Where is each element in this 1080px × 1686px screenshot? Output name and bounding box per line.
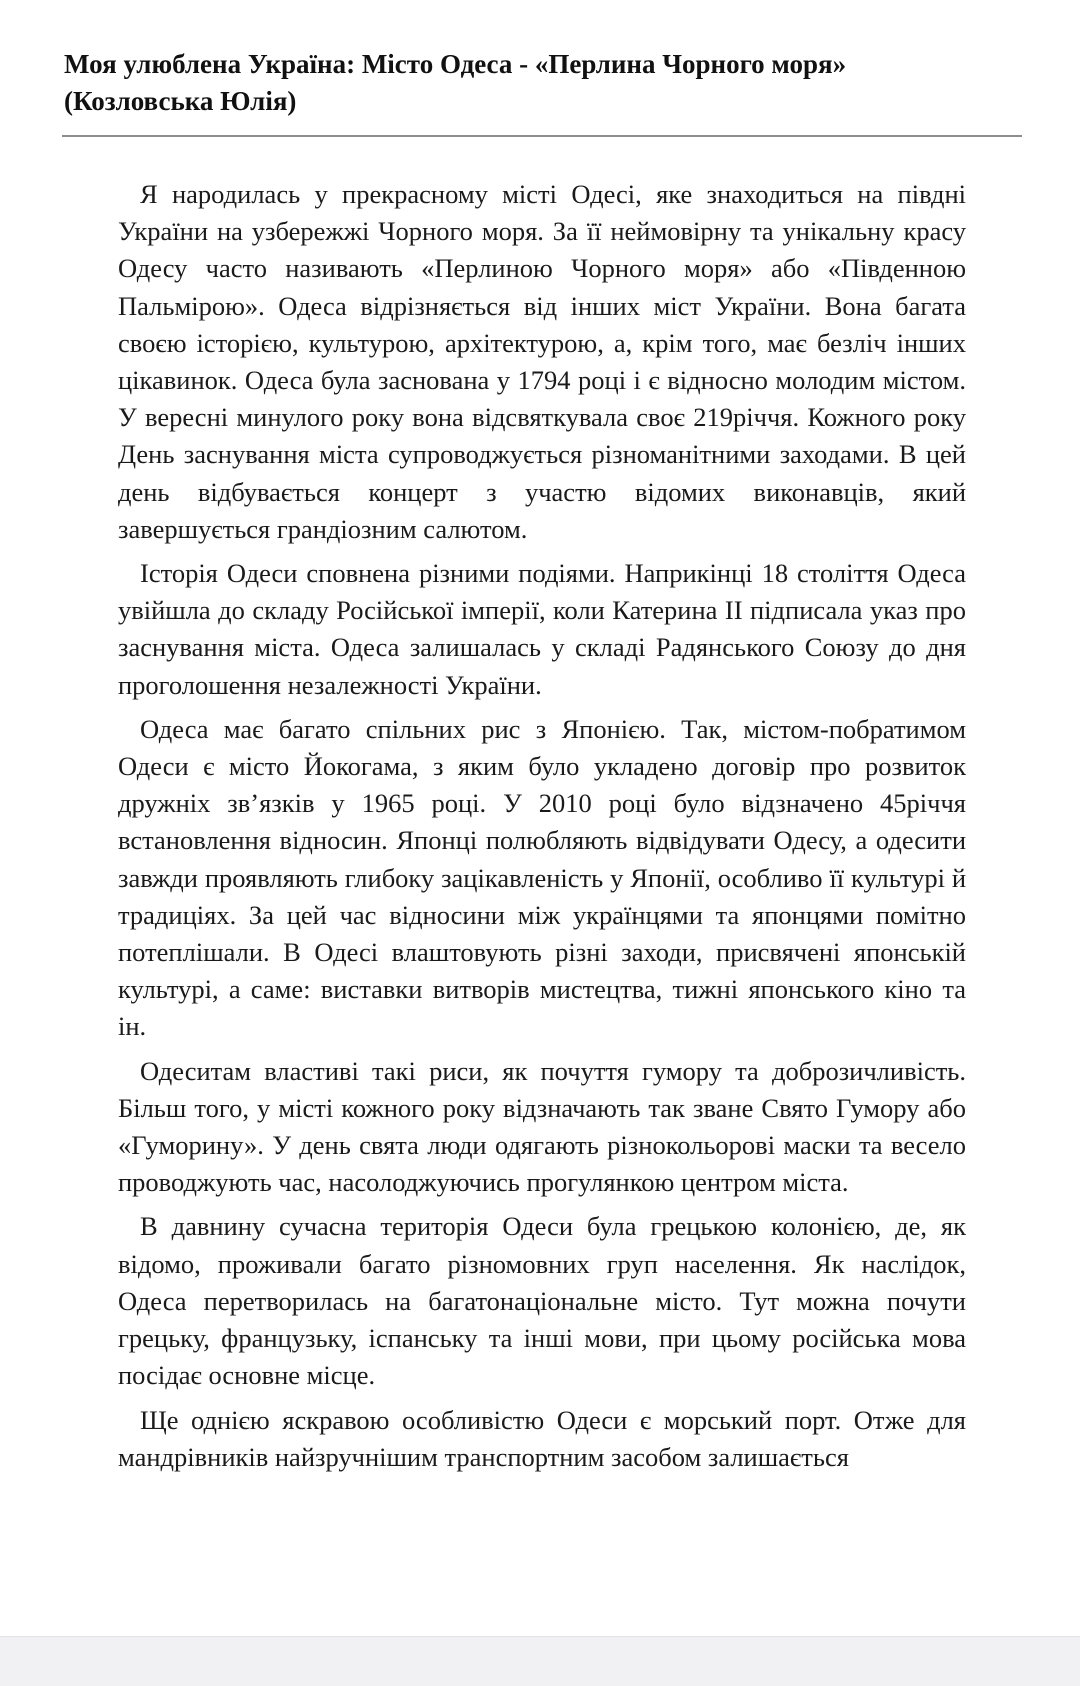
paragraph-5: В давнину сучасна територія Одеси була грецькою колонією, де, як відомо, проживали багато різномовних груп населення. Як наслідок, Одеса перетворилась на багатонаціональне місто. Тут можна почути грецьку, французьку, іспанську та інші мови, при цьому російська мова посідає основне місце. [118, 1211, 966, 1391]
paragraph-4: Одеситам властиві такі риси, як почуття гумору та доброзичливість. Більш того, у місті кожного року відзначають так зване Свято Гумору або «Гуморину». У день свята люди одягають різнокольорові маски та весело проводжують час, насолоджуючись прогулянкою центром міста. [118, 1055, 966, 1198]
paragraph-3: Одеса має багато спільних рис з Японією. Так, містом-побратимом Одеси є місто Йокогама, з яким було укладено договір про розвиток дружніх зв’язків у 1965 році. У 2010 році було відзначено 45річчя встановлення відносин. Японці полюбляють відвідувати Одесу, а одесити завжди проявляють глибоку зацікавленість у Японії, особливо її культурі й традиціях. За цей час відносини між українцями та японцями помітно потеплішали. В Одесі влаштовують різні заходи, присвячені японській культурі, а саме: виставки витворів мистецтва, тижні японського кіно та ін. [118, 713, 966, 1042]
title-divider [62, 135, 1022, 137]
document-body [118, 176, 966, 1483]
document-title [64, 46, 1024, 120]
paragraph-6: Ще однією яскравою особливістю Одеси є морський порт. Отже для мандрівників найзручнішим транспортним засобом залишається [118, 1404, 966, 1472]
title-line-2: (Козловська Юлія) [64, 86, 297, 116]
title-line-1: Моя улюблена Україна: Місто Одеса - «Перлина Чорного моря» [64, 49, 847, 79]
paragraph-1: Я народилась у прекрасному місті Одесі, яке знаходиться на півдні України на узбережжі Чорного моря. За її неймовірну та унікальну красу Одесу часто називають «Перлиною Чорного моря» або «Південною Пальмірою». Одеса відрізняється від інших міст України. Вона багата своєю історією, культурою, архітектурою, а, крім того, має безліч інших цікавинок. Одеса була заснована у 1794 році і є відносно молодим містом. У вересні минулого року вона відсвяткувала своє 219річчя. Кожного року День заснування міста супроводжується різноманітними заходами. В цей день відбувається концерт з участю відомих виконавців, який завершується грандіозним салютом. [118, 179, 966, 544]
paragraph-2: Історія Одеси сповнена різними подіями. Наприкінці 18 століття Одеса увійшла до складу Російської імперії, коли Катерина ІІ підписала указ про заснування міста. Одеса залишалась у складі Радянського Союзу до дня проголошення незалежності України. [118, 558, 966, 700]
viewer-bottom-bar [0, 1636, 1080, 1686]
